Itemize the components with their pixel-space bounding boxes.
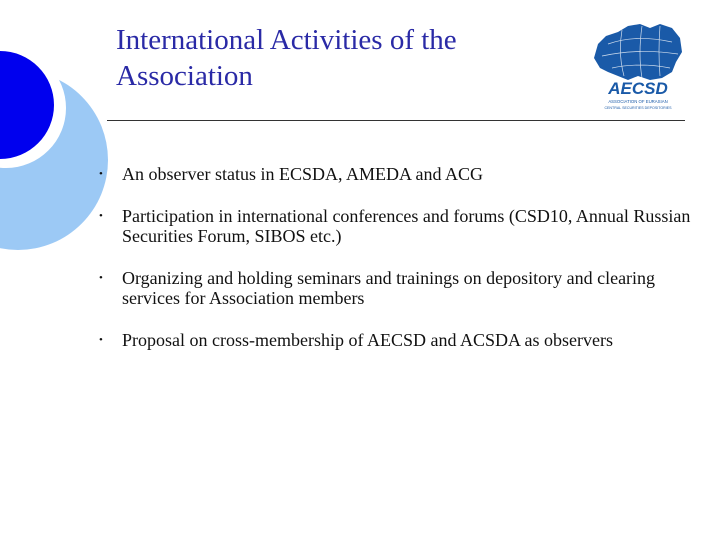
slide-title-line-2: Association <box>116 60 253 92</box>
eurasia-map-icon <box>594 24 682 80</box>
bullet-text: Proposal on cross-membership of AECSD and ACSDA as observers <box>122 330 613 350</box>
bullet-dot-icon: • <box>99 210 103 222</box>
bullet-item <box>99 164 700 184</box>
bullet-item <box>99 206 700 246</box>
aecsd-logo <box>588 14 686 114</box>
bullet-list <box>99 164 700 350</box>
bullet-text: An observer status in ECSDA, AMEDA and ACG <box>122 164 483 184</box>
bullet-dot-icon: • <box>99 168 103 180</box>
bullet-dot-icon: • <box>99 272 103 284</box>
bullet-item <box>99 268 700 308</box>
logo-acronym: AECSD <box>608 79 668 98</box>
bullet-text: Participation in international conferences and forums (CSD10, Annual Russian Securities Forum, SIBOS etc.) <box>122 206 691 246</box>
decorative-circles <box>0 0 110 300</box>
bullet-item <box>99 330 700 350</box>
bullet-text: Organizing and holding seminars and trainings on depository and clearing services for Association members <box>122 268 656 308</box>
slide-title-line-1: International Activities of the <box>116 24 457 56</box>
logo-subtitle-line-1: ASSOCIATION OF EURASIAN <box>608 99 668 104</box>
bullet-dot-icon: • <box>99 334 103 346</box>
slide-title <box>116 22 546 94</box>
title-divider <box>107 120 685 121</box>
logo-subtitle-line-2: CENTRAL SECURITIES DEPOSITORIES <box>604 106 672 110</box>
